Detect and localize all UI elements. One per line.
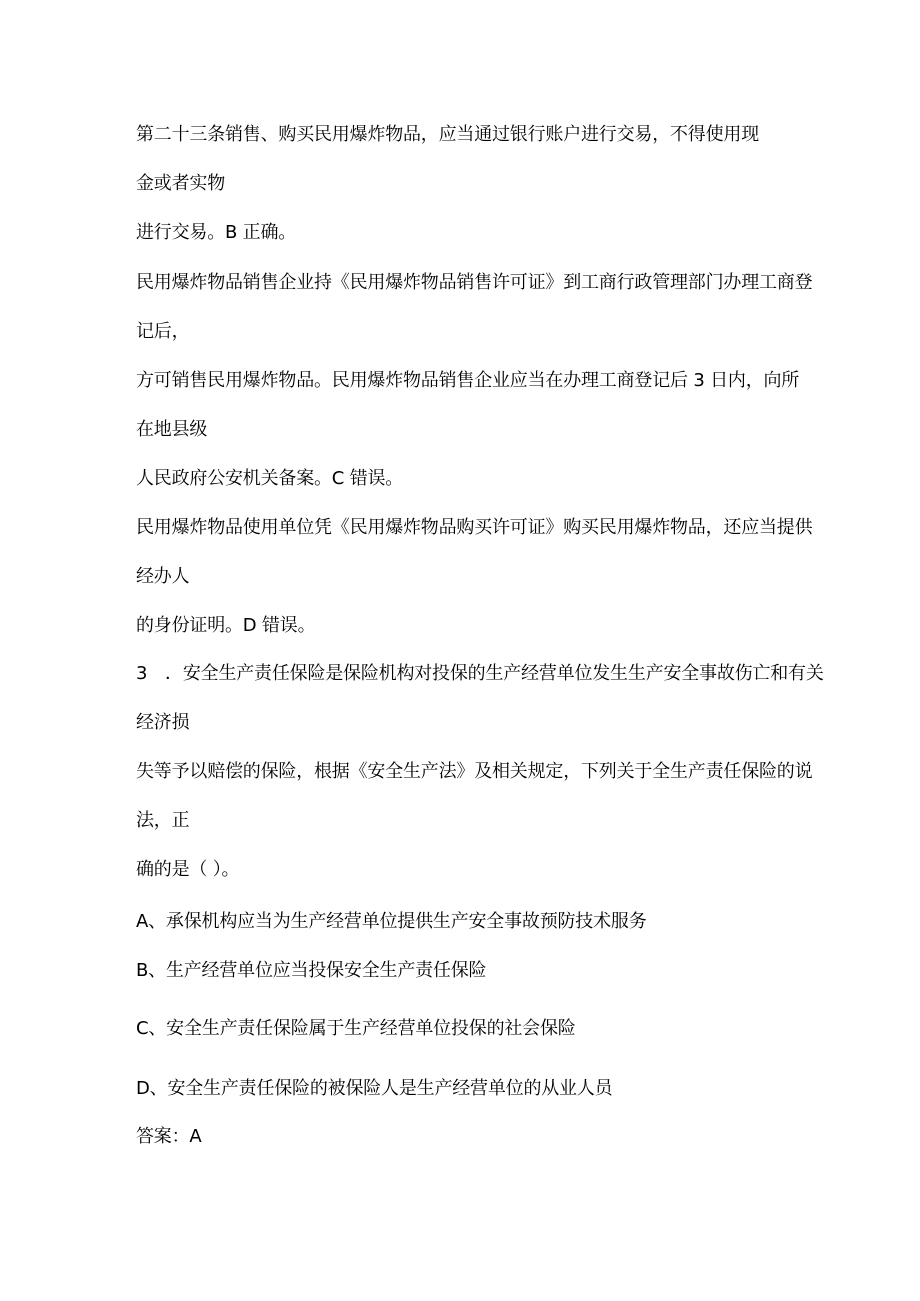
- text-line: 在地县级: [136, 419, 208, 440]
- text-line: 金或者实物: [136, 173, 225, 194]
- question-text: 经济损: [136, 712, 190, 733]
- option-b: B、生产经营单位应当投保安全生产责任保险: [136, 960, 487, 981]
- option-a: A、承保机构应当为生产经营单位提供生产安全事故预防技术服务: [136, 911, 647, 932]
- answer: 答案：A: [136, 1126, 202, 1147]
- option-d: D、安全生产责任保险的被保险人是生产经营单位的从业人员: [136, 1078, 613, 1099]
- text-line: 人民政府公安机关备案。C 错误。: [136, 468, 404, 489]
- text-line: 方可销售民用爆炸物品。民用爆炸物品销售企业应当在办理工商登记后 3 日内，向所: [136, 370, 800, 391]
- text-line: 民用爆炸物品使用单位凭《民用爆炸物品购买许可证》购买民用爆炸物品，还应当提供: [136, 517, 813, 538]
- text-line: 经办人: [136, 566, 190, 587]
- text-line: 的身份证明。D 错误。: [136, 615, 316, 636]
- question-text: 失等予以赔偿的保险，根据《安全生产法》及相关规定，下列关于全生产责任保险的说: [136, 761, 813, 782]
- question-text: 3 ．安全生产责任保险是保险机构对投保的生产经营单位发生生产安全事故伤亡和有关: [136, 663, 824, 684]
- question-text: 确的是（ ）。: [136, 859, 240, 880]
- text-line: 民用爆炸物品销售企业持《民用爆炸物品销售许可证》到工商行政管理部门办理工商登: [136, 272, 813, 293]
- question-text: 法，正: [136, 810, 190, 831]
- text-line: 第二十三条销售、购买民用爆炸物品，应当通过银行账户进行交易，不得使用现: [136, 124, 759, 145]
- text-line: 记后，: [136, 321, 190, 342]
- option-c: C、安全生产责任保险属于生产经营单位投保的社会保险: [136, 1018, 576, 1039]
- text-line: 进行交易。B 正确。: [136, 222, 297, 243]
